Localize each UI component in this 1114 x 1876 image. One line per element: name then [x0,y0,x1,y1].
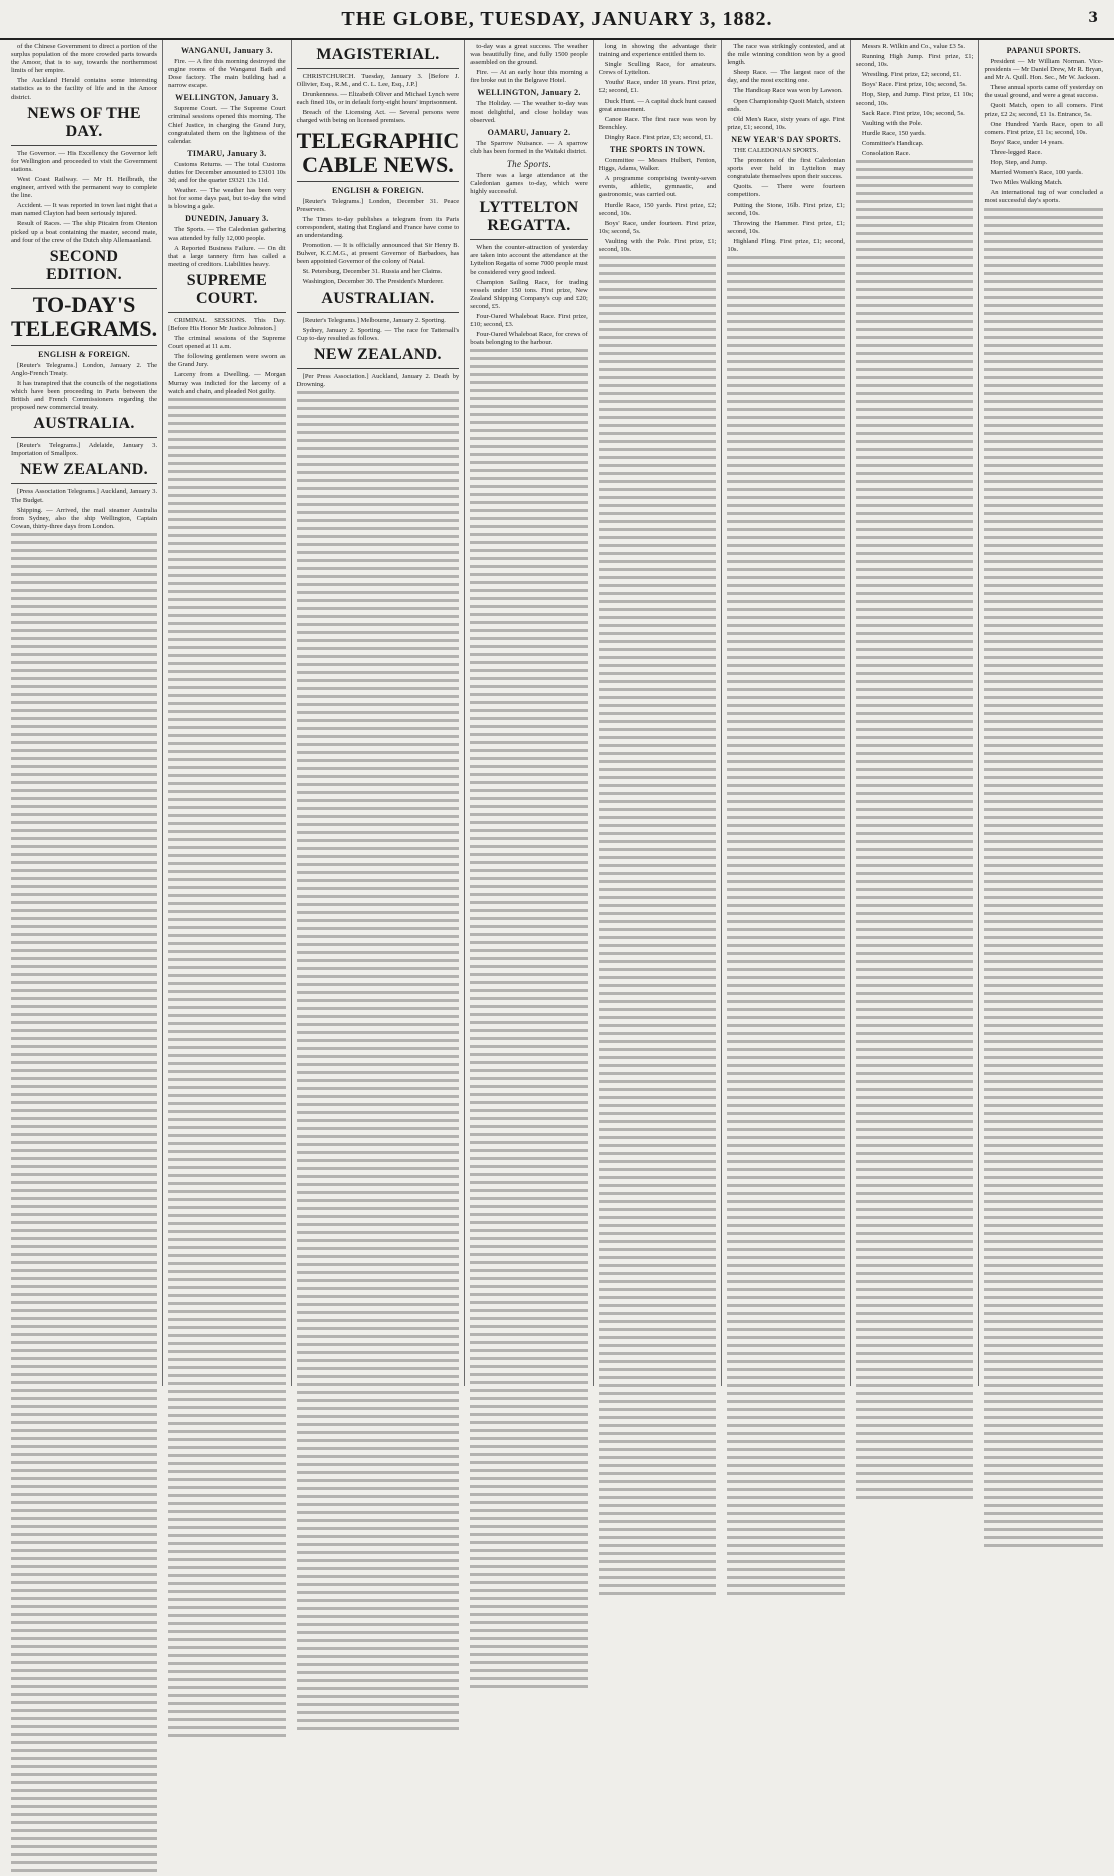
article-paragraph: of the Chinese Government to direct a portion of the surplus population of the more crowded parts towards the Amoor, that is to say, towards the northernmost limits of her empire. [11,43,158,75]
article-paragraph: long in showing the advantage their training and experience entitled them to. [598,43,717,59]
article-paragraph: The Governor. — His Excellency the Governor left for Wellington and proceeded to visit the Government stations. [11,149,158,173]
article-paragraph: Single Sculling Race, for amateurs. Crews of Lyttelton. [598,61,717,77]
column-4 [465,40,594,1386]
article-paragraph: The Sparrow Nuisance. — A sparrow club has been formed in the Waitaki district. [470,139,588,155]
article-paragraph: Washington, December 30. The President's Murderer. [302,278,444,286]
column-heading: LYTTELTON REGATTA. [479,199,579,235]
column-5 [594,40,723,1386]
article-paragraph: Open Championship Quoit Match, sixteen ends. [727,97,845,113]
column-heading: PAPANUI SPORTS. [1006,46,1081,55]
column-heading: WELLINGTON, January 3. [175,93,279,103]
article-paragraph: Four-Oared Whaleboat Race, for crews of boats belonging to the harbour. [470,331,588,347]
article-paragraph: Weather. — The weather has been very hot for some days past, but to-day the wind is blowing a gale. [168,187,286,211]
dense-text-filler [727,256,845,1599]
article-paragraph: Hurdle Race, 150 yards. First prize, £2; second, 10s. [598,201,717,217]
column-heading: ENGLISH & FOREIGN. [38,349,130,359]
article-paragraph: Wrestling. First prize, £2; second, £1. [861,71,962,79]
section-rule [297,181,460,182]
column-heading: NEW ZEALAND. [314,345,442,363]
section-rule [11,483,157,484]
article-paragraph: to-day was a great success. The weather was beautifully fine, and fully 1500 people assembled on the ground. [470,43,588,67]
column-heading: SUPREME COURT. [186,271,268,307]
column-heading: WANGANUI, January 3. [180,46,273,55]
article-paragraph: Drunkenness. — Elizabeth Oliver and Michael Lynch were each fined 10s, or in default forty-eight hours' imprisonment. [296,91,460,107]
page-number: 3 [1088,10,1098,26]
article-paragraph: [Per Press Association.] Auckland, January 2. Death by Drowning. [296,372,460,388]
column-heading: OAMARU, January 2. [487,127,571,137]
column-3 [292,40,466,1386]
article-paragraph: Messrs R. Wilkin and Co., value £3 5s. [861,43,965,50]
column-1 [6,40,163,1386]
dense-text-filler [599,256,717,1599]
dense-text-filler [11,533,157,1876]
section-rule [297,312,460,313]
column-7 [851,40,980,1386]
article-paragraph: CRIMINAL SESSIONS. This Day. [Before His Honor Mr Justice Johnston.] [168,316,286,332]
section-rule [11,288,157,289]
column-2 [163,40,292,1386]
article-paragraph: Customs Returns. — The total Customs duties for December amounted to £3101 10s 3d; and for the quarter £9321 13s 11d. [168,160,286,185]
article-paragraph: Boys' Race. First prize, 10s; second, 5s. [861,81,967,89]
article-paragraph: Duck Hunt. — A capital duck hunt caused great amusement. [598,97,717,113]
column-heading: THE SPORTS IN TOWN. [609,145,706,155]
article-paragraph: An international tug of war concluded a most successful day's sports. [984,189,1103,205]
column-heading: AUSTRALIA. [33,415,135,433]
article-paragraph: The promoters of the first Caledonian sports ever held in Lyttelton may congratulate themselves upon their success. [727,157,845,181]
article-paragraph: Shipping. — Arrived, the mail steamer Australia from Sydney, also the ship Wellington, Captain Cowan, thirty-three days from London. [11,506,158,530]
article-paragraph: Committee — Messrs Hulbert, Fenton, Higgs, Adams, Walker. [598,157,717,173]
article-paragraph: THE CALEDONIAN SPORTS. [733,146,819,154]
article-paragraph: The Sports. — The Caledonian gathering was attended by fully 12,000 people. [168,226,286,242]
section-rule [11,437,157,438]
article-paragraph: Sheep Race. — The largest race of the day, and the most exciting one. [727,69,845,85]
article-paragraph: Hop, Step, and Jump. [990,159,1048,167]
article-paragraph: Highland Fling. First prize, £1; second, 10s. [727,237,845,253]
article-paragraph: The race was strikingly contested, and at the mile winning condition won by a good length. [727,43,845,67]
section-rule [297,68,460,69]
article-paragraph: It has transpired that the councils of the negotiations which have been proceeding in Paris between the British and French Commissioners regarding the proposed new commercial treaty. [11,379,158,412]
article-paragraph: Quoits. — There were fourteen competitors. [727,183,845,199]
article-paragraph: One Hundred Yards Race, open to all comers. First prize, £1 1s; second, 10s. [984,120,1103,136]
article-paragraph: Vaulting with the Pole. [861,119,923,127]
column-heading: SECOND EDITION. [46,247,122,283]
column-6 [722,40,851,1386]
article-paragraph: When the counter-attraction of yesterday are taken into account the attendance at the Lyttelton Regatta of some 7000 people must be considered very good indeed. [470,244,588,276]
dense-text-filler [984,208,1103,1551]
article-paragraph: St. Petersburg, December 31. Russia and her Claims. [302,268,443,276]
article-paragraph: [Reuter's Telegrams.] Melbourne, January 2. Sporting. [302,316,446,324]
article-paragraph: These annual sports came off yesterday on the usual ground, and were a great success. [984,84,1103,100]
column-heading: NEWS OF THE DAY. [27,104,141,140]
section-rule [11,145,157,146]
article-paragraph: Three-legged Race. [990,148,1043,156]
section-rule [297,368,460,369]
masthead [0,0,1114,40]
article-paragraph: Fire. — A fire this morning destroyed the engine rooms of the Wanganui Bath and Dose factory. The main building had a narrow escape. [168,58,286,90]
article-paragraph: Accident. — It was reported in town last night that a man named Clayton had been seriously injured. [11,202,158,218]
column-heading: NEW ZEALAND. [20,461,148,479]
section-rule [11,345,157,346]
article-paragraph: Breach of the Licensing Act. — Several persons were charged with being on licensed premises. [296,109,460,125]
article-paragraph: Consolation Race. [861,150,911,158]
article-paragraph: Youths' Race, under 18 years. First prize, £2; second, £1. [598,79,717,95]
column-heading: TO-DAY'S TELEGRAMS. [11,291,158,341]
article-paragraph: Hurdle Race, 150 yards. [861,129,926,137]
article-paragraph: Fire. — At an early hour this morning a fire broke out in the Belgrave Hotel. [470,69,588,85]
article-paragraph: [Reuter's Telegrams.] London, December 31. Peace Preservers. [296,197,460,213]
article-paragraph: The Auckland Herald contains some interesting statistics as to the facility of life and in the Amoor district. [11,77,158,101]
article-paragraph: Vaulting with the Pole. First prize, £1; second, 10s. [598,237,717,253]
column-8 [979,40,1108,1386]
article-paragraph: Married Women's Race, 100 yards. [990,169,1083,177]
article-paragraph: Larceny from a Dwelling. — Morgan Murray was indicted for the larceny of a watch and chain, and pleaded Not guilty. [168,371,286,395]
article-paragraph: The criminal sessions of the Supreme Court opened at 11 a.m. [168,335,286,351]
column-heading: DUNEDIN, January 3. [185,214,269,224]
article-paragraph: [Press Association Telegrams.] Auckland, January 3. The Budget. [11,488,158,504]
column-heading: TELEGRAPHIC CABLE NEWS. [296,127,460,177]
article-paragraph: Two Miles Walking Match. [990,179,1063,187]
article-paragraph: West Coast Railway. — Mr H. Heilbrath, the engineer, arrived with the permanent way to complete the line. [11,175,158,200]
article-paragraph: President — Mr William Norman. Vice-presidents — Mr Daniel Drew, Mr R. Bryan, and Mr A. Quill. Hon. Sec., Mr W. Jackson. [984,58,1103,82]
article-paragraph: Supreme Court. — The Supreme Court criminal sessions opened this morning. The Chief Justice, in charging the Grand Jury, congratulated them on the lightness of the calendar. [168,105,286,145]
article-paragraph: Promotion. — It is officially announced that Sir Henry B. Bulwer, K.C.M.G., at present Governor of Barbadoes, has been appointed Governor of the colony of Natal. [296,242,460,266]
article-paragraph: Committee's Handicap. [861,139,924,147]
section-rule [470,239,588,240]
dense-text-filler [297,391,460,1734]
article-paragraph: [Reuter's Telegrams.] London, January 2. The Anglo-French Treaty. [11,361,158,377]
article-paragraph: Boys' Race, under 14 years. [990,138,1064,146]
article-paragraph: Boys' Race, under fourteen. First prize, 10s; second, 5s. [598,219,717,235]
article-paragraph: There was a large attendance at the Caledonian games to-day, which were highly successful. [470,171,588,196]
article-paragraph: Hop, Step, and Jump. First prize, £1 10s; second, 10s. [855,91,974,107]
section-rule [168,312,286,313]
column-heading: NEW YEAR'S DAY SPORTS. [731,134,841,144]
article-paragraph: The following gentlemen were sworn as the Grand Jury. [168,353,286,369]
article-paragraph: Four-Oared Whaleboat Race. First prize, £10; second, £3. [470,312,588,329]
article-paragraph: The Holiday. — The weather to-day was most delightful, and close holiday was observed. [470,100,588,124]
article-paragraph: The Handicap Race was won by Lawson. [733,87,843,95]
article-paragraph: The Times to-day publishes a telegram from its Paris correspondent, stating that England and France have come to an understanding. [296,215,460,239]
masthead-title: THE GLOBE, TUESDAY, JANUARY 3, 1882. [341,7,773,30]
article-paragraph: Old Men's Race, sixty years of age. First prize, £1; second, 10s. [727,115,845,131]
article-paragraph: Sack Race. First prize, 10s; second, 5s. [861,109,965,117]
article-paragraph: Dinghy Race. First prize, £3; second, £1. [604,133,713,141]
article-paragraph: CHRISTCHURCH. Tuesday, January 3. [Before J. Ollivier, Esq., R.M., and C. L. Lee, Esq., J.P.] [296,73,460,89]
article-paragraph: Putting the Stone, 16lb. First prize, £1; second, 10s. [727,201,845,217]
article-paragraph: Canoe Race. The first race was won by Brenchley. [598,115,717,131]
article-paragraph: Sydney, January 2. Sporting. — The race for Tattersall's Cup to-day resulted as follows. [296,326,460,342]
dense-text-filler [168,398,286,1741]
column-heading: The Sports. [506,158,552,169]
article-paragraph: [Reuter's Telegrams.] Adelaide, January 3. Importation of Smallpox. [11,442,158,458]
column-heading: TIMARU, January 3. [187,148,267,158]
article-paragraph: A Reported Business Failure. — On dit that a large tannery firm has called a meeting of creditors. Liabilities heavy. [168,244,286,268]
article-paragraph: Throwing the Hammer. First prize, £1; second, 10s. [727,219,845,235]
article-paragraph: Champion Sailing Race, for trading vessels under 150 tons. First prize, New Zealand Shipping Company's cup and £20; second, £5. [470,278,588,310]
columns [6,40,1108,1386]
article-paragraph: Result of Races. — The ship Pitcairn from Otenton picked up a boat containing the master, second mate, and four of the crew of the Dutch ship Allemaanland. [11,220,158,244]
dense-text-filler [856,160,974,1503]
column-heading: AUSTRALIAN. [321,289,435,307]
dense-text-filler [470,349,588,1692]
article-paragraph: Running High Jump. First prize, £1; second, 10s. [855,53,974,69]
column-heading: ENGLISH & FOREIGN. [332,185,424,195]
article-paragraph: Quoit Match, open to all comers. First prize, £2 2s; second, £1 1s. Entrance, 5s. [984,102,1103,118]
column-heading: WELLINGTON, January 2. [477,88,581,98]
column-heading: MAGISTERIAL. [316,46,440,63]
article-paragraph: A programme comprising twenty-seven events, athletic, gymnastic, and gastronomic, was carried out. [598,175,717,199]
